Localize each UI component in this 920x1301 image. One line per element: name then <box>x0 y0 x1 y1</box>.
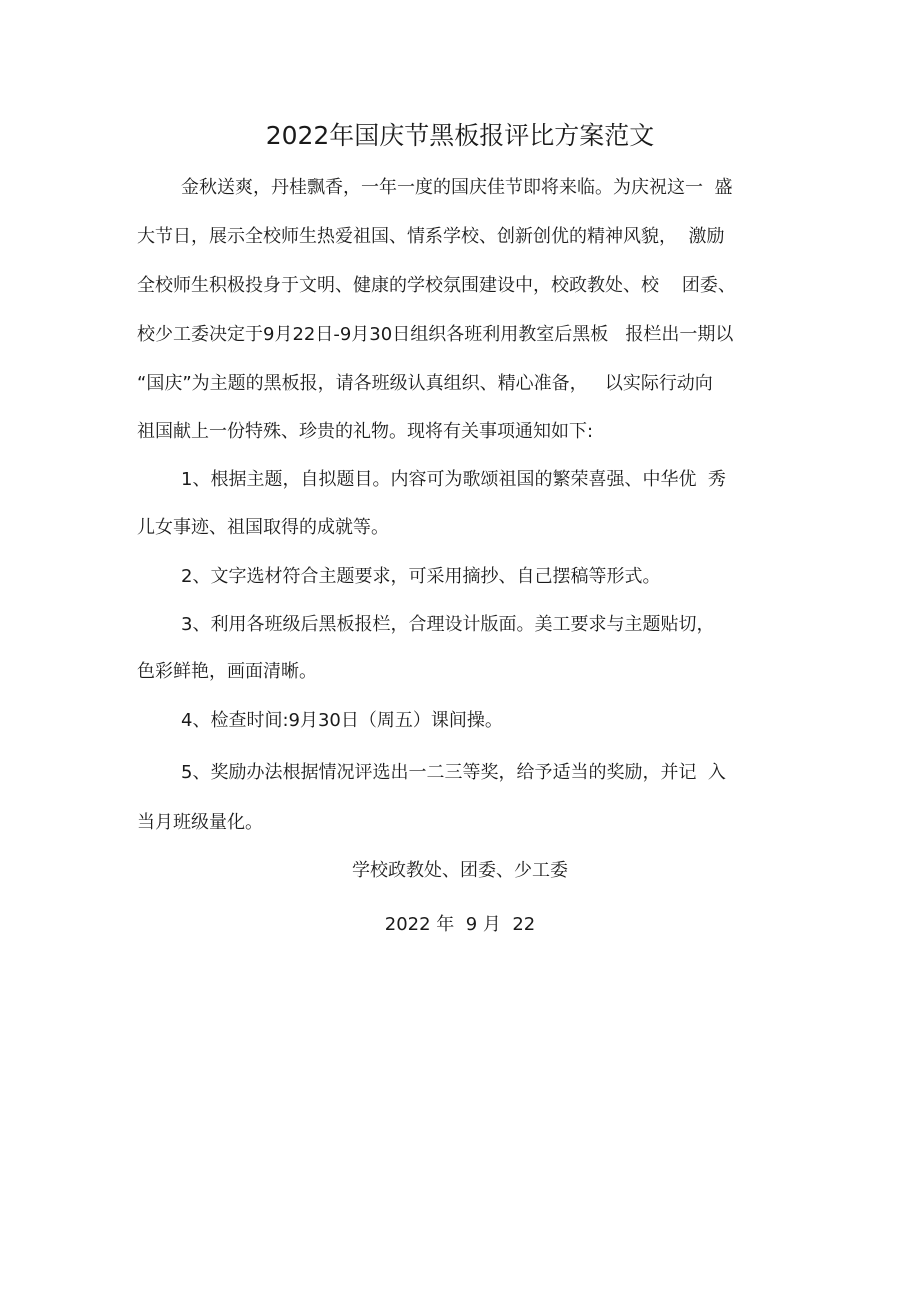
signature: 学校政教处、团委、少工委 <box>352 860 568 881</box>
body-line: “国庆”为主题的黑板报，请各班级认真组织、精心准备， 以实际行动向 <box>137 373 713 394</box>
body-line: 大节日，展示全校师生热爱祖国、情系学校、创新创优的精神风貌， 激励 <box>137 226 725 247</box>
body-line: 金秋送爽，丹桂飘香，一年一度的国庆佳节即将来临。为庆祝这一 盛 <box>181 177 733 198</box>
item-1-line: 儿女事迹、祖国取得的成就等。 <box>137 517 389 538</box>
document-title: 2022年国庆节黑板报评比方案范文 <box>265 121 655 150</box>
item-1-line: 1、根据主题，自拟题目。内容可为歌颂祖国的繁荣喜强、中华优 秀 <box>181 469 726 490</box>
body-line: 全校师生积极投身于文明、健康的学校氛围建设中，校政教处、校 团委、 <box>137 275 736 296</box>
item-5-line: 当月班级量化。 <box>137 812 263 833</box>
item-3-line: 色彩鲜艳，画面清晰。 <box>137 661 317 682</box>
item-3-line: 3、利用各班级后黑板报栏，合理设计版面。美工要求与主题贴切， <box>181 614 715 635</box>
body-line: 校少工委决定于9月22日-9月30日组织各班利用教室后黑板 报栏出一期以 <box>137 324 734 345</box>
item-4-line: 4、检查时间:9月30日（周五）课间操。 <box>181 710 503 731</box>
date: 2022 年 9 月 22 <box>384 914 536 935</box>
body-line: 祖国献上一份特殊、珍贵的礼物。现将有关事项通知如下: <box>137 421 594 442</box>
item-5-line: 5、奖励办法根据情况评选出一二三等奖，给予适当的奖励，并记 入 <box>181 762 726 783</box>
item-2-line: 2、文字选材符合主题要求，可采用摘抄、自己摆稿等形式。 <box>181 566 661 587</box>
